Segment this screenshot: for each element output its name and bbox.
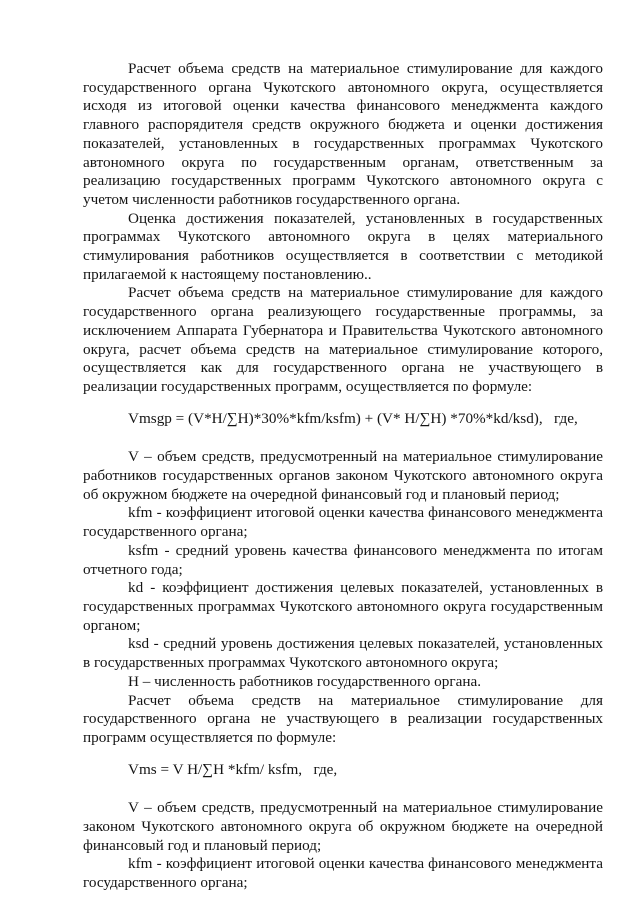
formula-vms: Vms = V H/∑H *kfm/ ksfm, где,: [128, 760, 338, 778]
formula-vmsgp: Vmsgp = (V*H/∑H)*30%*kfm/ksfm) + (V* H/∑H) *70%*kd/ksd), где,: [128, 409, 578, 427]
definition-kfm-2: kfm - коэффициент итоговой оценки качества финансового менеджмента государственного органа;: [83, 855, 603, 892]
definitions-list-1: [83, 448, 603, 747]
definition-v: V – объем средств, предусмотренный на материальное стимулирование работников государственных органов законом Чукотского автономного округа об окружном бюджете на очередной финансовый год и плановый период;: [83, 448, 603, 503]
definitions-list-2: [83, 799, 603, 893]
paragraph-program-organ-calculation: Расчет объема средств на материальное стимулирование для каждого государственного органа реализующего государственные программы, за исключением Аппарата Губернатора и Правительства Чукотского автономного округа, расчет объема средств на материальное стимулирование которого, осуществляется как для государственного органа не участвующего в реализации государственных программ, осуществляется по формуле:: [83, 284, 603, 395]
paragraph-indicator-assessment: Оценка достижения показателей, установленных в государственных программах Чукотского автономного округа в целях материального стимулирования работников осуществляется в соответствии с методикой прилагаемой к настоящему постановлению..: [83, 209, 603, 283]
definition-ksd: ksd - средний уровень достижения целевых показателей, установленных в государственных программах Чукотского автономного округа;: [83, 635, 603, 672]
definition-h: H – численность работников государственного органа.: [128, 672, 482, 690]
paragraph-calculation-basis: Расчет объема средств на материальное стимулирование для каждого государственного органа Чукотского автономного округа, осуществляется исходя из итоговой оценки качества финансового менеджмента каждого главного распорядителя средств окружного бюджета и оценки достижения показателей, установленных в государственных программах Чукотского автономного округа по государственным органам, ответственным за реализацию государственных программ Чукотского автономного округа с учетом численности работников государственного органа.: [83, 60, 603, 208]
paragraph-non-program-organ-calculation: Расчет объема средств на материальное стимулирование для государственного органа не участвующего в реализации государственных программ осуществляется по формуле:: [83, 691, 603, 746]
definition-kfm: kfm - коэффициент итоговой оценки качества финансового менеджмента государственного органа;: [83, 504, 603, 541]
definition-v-2: V – объем средств, предусмотренный на материальное стимулирование законом Чукотского автономного округа об окружном бюджете на очередной финансовый год и плановый период;: [83, 799, 603, 854]
document-page: [83, 60, 603, 893]
definition-ksfm: ksfm - средний уровень качества финансового менеджмента по итогам отчетного года;: [83, 541, 603, 578]
definition-kd: kd - коэффициент достижения целевых показателей, установленных в государственных программах Чукотского автономного округа государственным органом;: [83, 579, 603, 634]
